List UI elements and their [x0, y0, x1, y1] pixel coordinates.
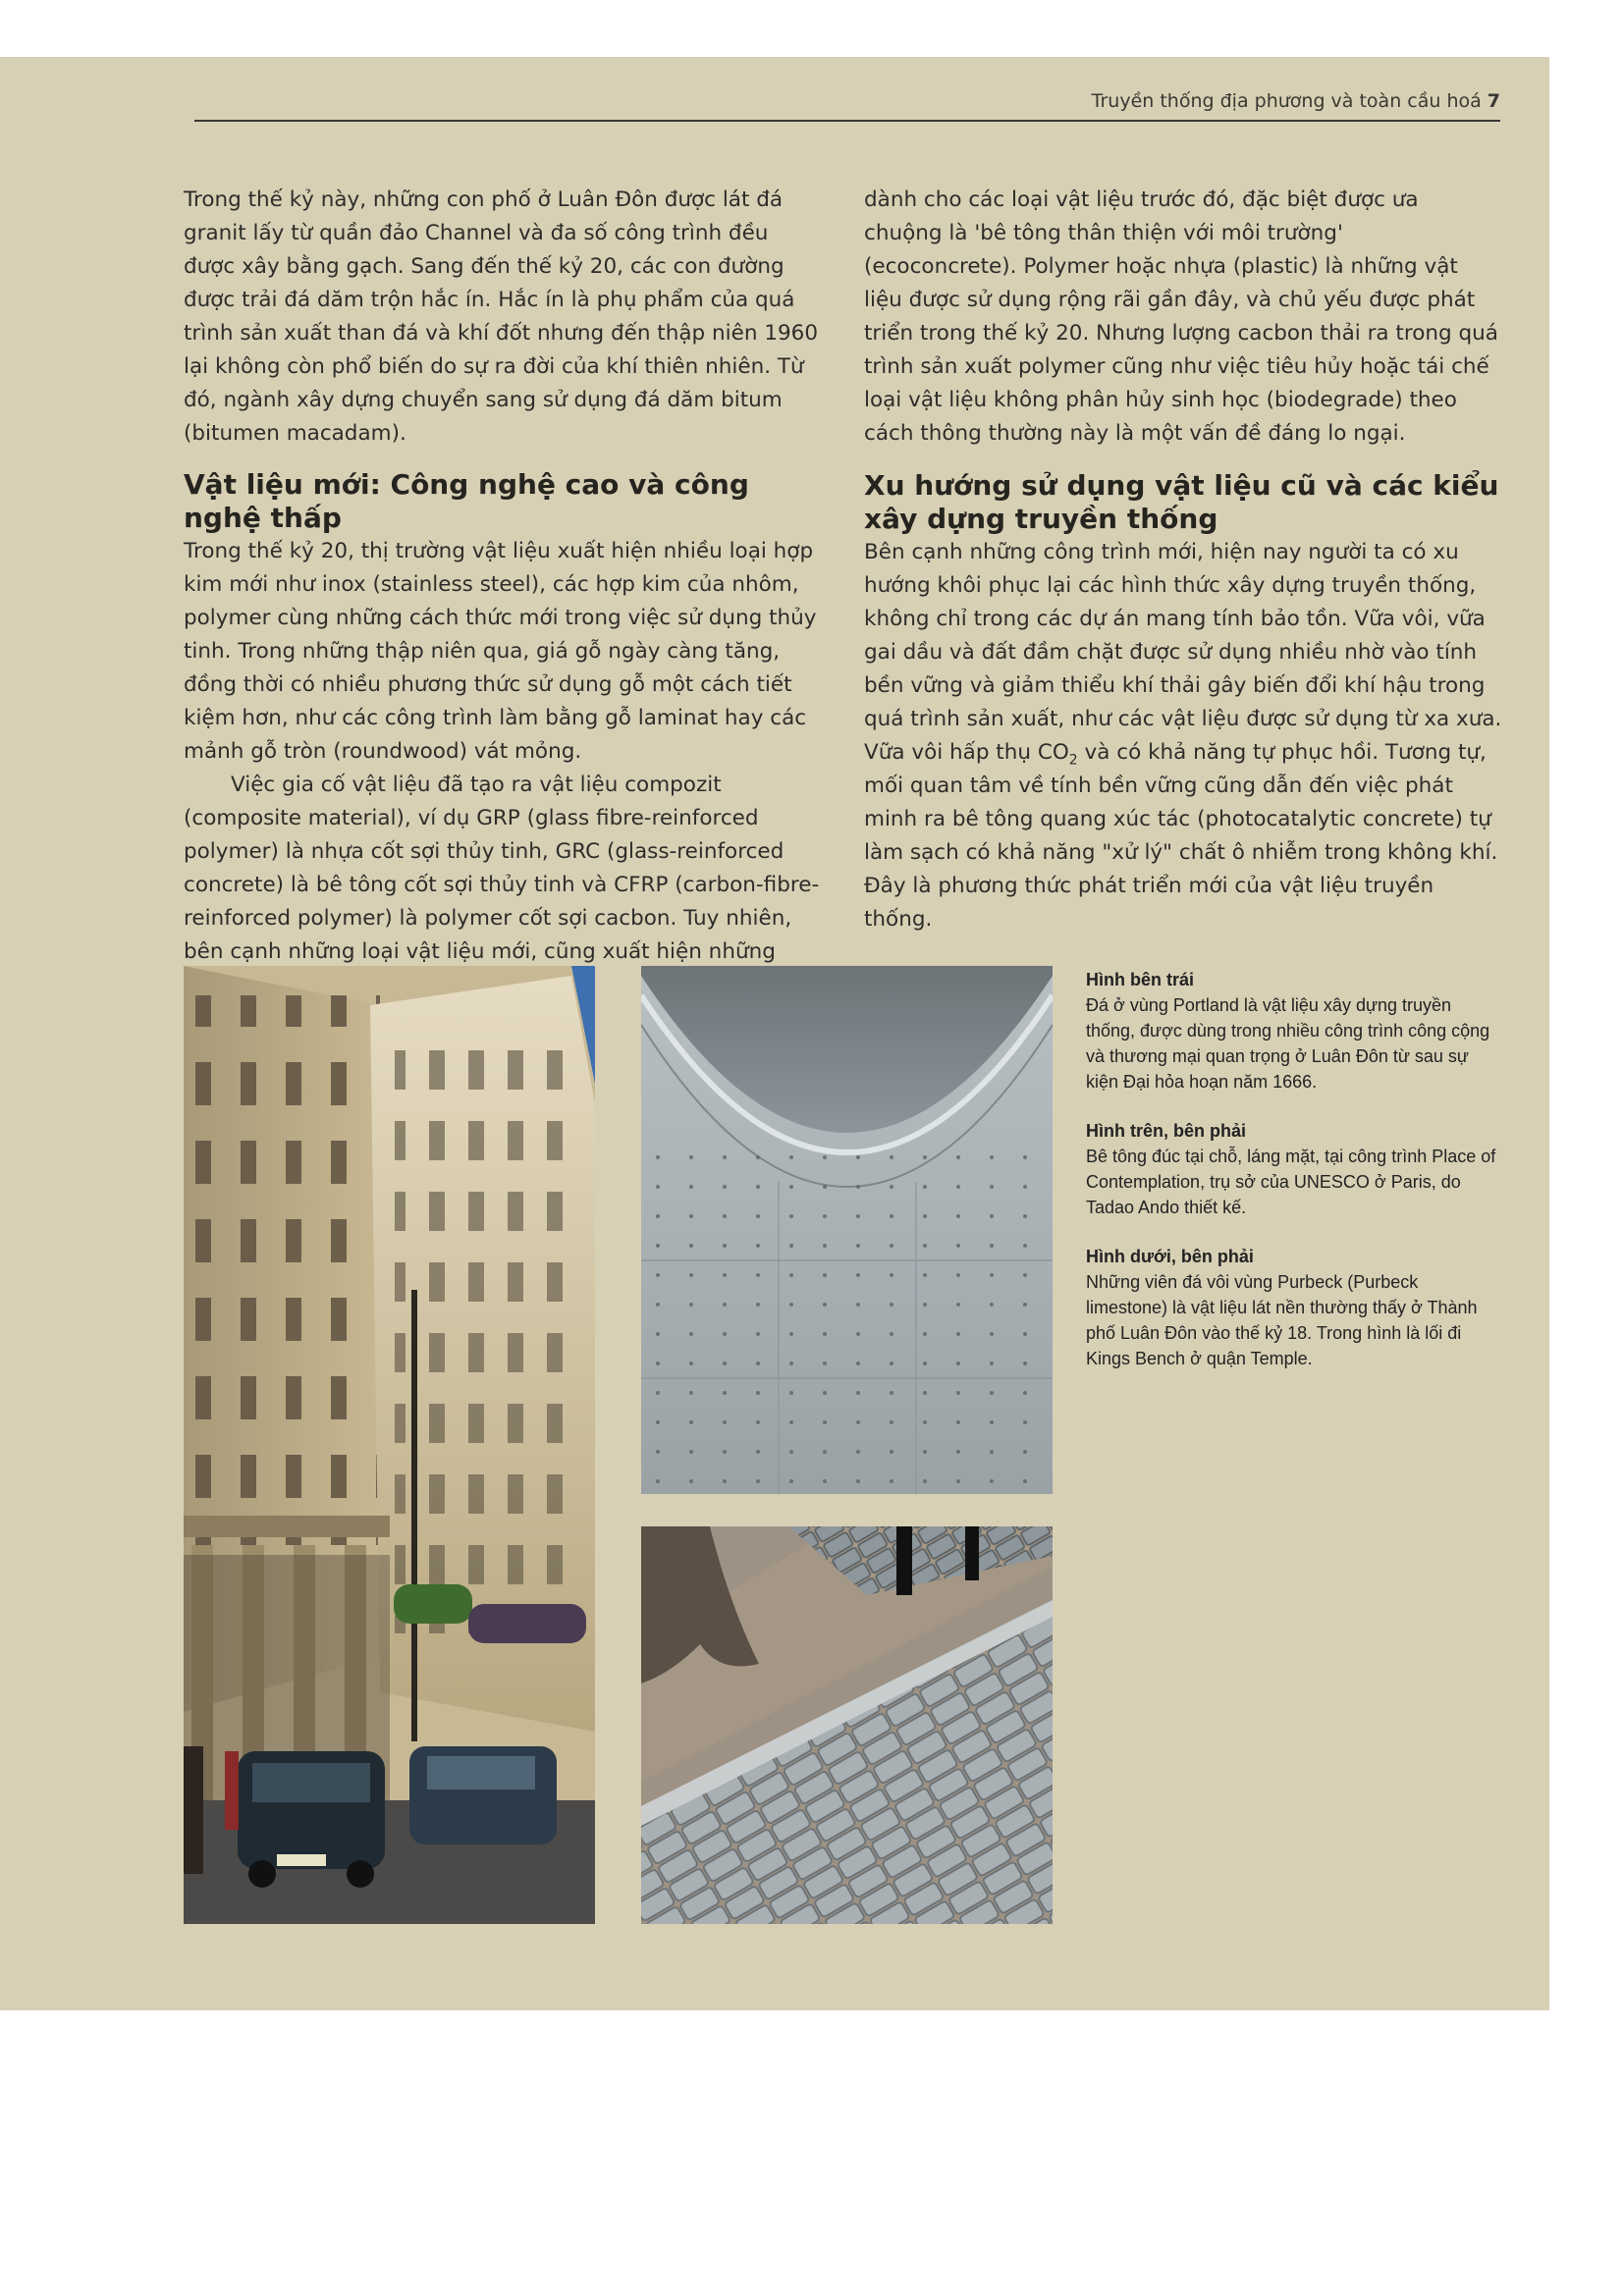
caption-text: Những viên đá vôi vùng Purbeck (Purbeck limestone) là vật liệu lát nền thường thấy ở Thành phố Luân Đôn vào thế kỷ 18. Trong hình là lối đi Kings Bench ở quận Temple.: [1086, 1272, 1478, 1368]
section-heading-traditional: Xu hướng sử dụng vật liệu cũ và các kiểu xây dựng truyền thống: [864, 469, 1499, 535]
paragraph-continuation: dành cho các loại vật liệu trước đó, đặc biệt được ưa chuộng là 'bê tông thân thiện với môi trường' (ecoconcrete). Polymer hoặc nhựa (plastic) là những vật liệu được sử dụng rộng rãi gần đây, và chủ yếu được phát triển trong thế kỷ 20. Nhưng lượng cacbon thải ra trong quá trình sản xuất polymer cũng như việc tiêu hủy hoặc tái chế loại vật liệu không phân hủy sinh học (biodegrade) theo cách thông thường này là một vấn đề đáng lo ngại.: [864, 187, 1498, 446]
photo-purbeck-paving: [641, 1526, 1053, 1924]
left-column: [184, 184, 822, 1002]
running-title: Truyền thống địa phương và toàn cầu hoá: [1091, 90, 1482, 112]
caption-top-right-figure: [1086, 1118, 1498, 1220]
paragraph-traditional-part-b: và có khả năng tự phục hồi. Tương tự, mối quan tâm về tính bền vững cũng dẫn đến việc phát minh ra bê tông quang xúc tác (photocatalytic concrete) tự làm sạch có khả năng "xử lý" chất ô nhiễm trong không khí. Đây là phương thức phát triển mới của vật liệu truyền thống.: [864, 740, 1498, 932]
caption-title: Hình trên, bên phải: [1086, 1121, 1247, 1141]
co2-subscript: 2: [1068, 752, 1078, 769]
caption-text: Bê tông đúc tại chỗ, láng mặt, tại công trình Place of Contemplation, trụ sở của UNESCO ở Paris, do Tadao Ando thiết kế.: [1086, 1147, 1496, 1217]
caption-title: Hình bên trái: [1086, 970, 1195, 989]
paragraph-new-alloys: Trong thế kỷ 20, thị trường vật liệu xuất hiện nhiều loại hợp kim mới như inox (stainless steel), các hợp kim của nhôm, polymer cùng những cách thức mới trong việc sử dụng thủy tinh. Trong những thập niên qua, giá gỗ ngày càng tăng, đồng thời có nhiều phương thức sử dụng gỗ một cách tiết kiệm hơn, như các công trình làm bằng gỗ laminat hay các mảnh gỗ tròn (roundwood) vát mỏng.: [184, 539, 817, 764]
paragraph-composites: Việc gia cố vật liệu đã tạo ra vật liệu compozit (composite material), ví dụ GRP (glass fibre-reinforced polymer) là nhựa cốt sợi thủy tinh, GRC (glass-reinforced concrete) là bê tông cốt sợi thủy tinh và CFRP (carbon-fibre-reinforced polymer) là polymer cốt sợi cacbon. Tuy nhiên, bên cạnh những loại vật liệu mới, cũng xuất hiện những: [184, 773, 820, 964]
section-heading-new-materials: Vật liệu mới: Công nghệ cao và công nghệ thấp: [184, 468, 749, 534]
photo-portland-stone-street: [184, 966, 595, 1924]
caption-bottom-right-figure: [1086, 1244, 1498, 1371]
running-header: [194, 90, 1500, 122]
caption-text: Đá ở vùng Portland là vật liệu xây dựng truyền thống, được dùng trong nhiều công trình công cộng và thương mại quan trọng ở Luân Đôn từ sau sự kiện Đại hỏa hoạn năm 1666.: [1086, 995, 1490, 1092]
intro-paragraph: Trong thế kỷ này, những con phố ở Luân Đôn được lát đá granit lấy từ quần đảo Channel và đa số công trình đều được xây bằng gạch. Sang đến thế kỷ 20, các con đường được trải đá dăm trộn hắc ín. Hắc ín là phụ phẩm của quá trình sản xuất than đá và khí đốt nhưng đến thập niên 1960 lại không còn phổ biến do sự ra đời của khí thiên nhiên. Từ đó, ngành xây dựng chuyển sang sử dụng đá dăm bitum (bitumen macadam).: [184, 187, 819, 446]
figure-captions: [1086, 967, 1498, 1395]
caption-title: Hình dưới, bên phải: [1086, 1247, 1254, 1266]
paragraph-traditional: [864, 536, 1502, 936]
page-number: 7: [1487, 90, 1500, 112]
right-column: [864, 184, 1502, 936]
paragraph-traditional-part-a: Bên cạnh những công trình mới, hiện nay người ta có xu hướng khôi phục lại các hình thức xây dựng truyền thống, không chỉ trong các dự án mang tính bảo tồn. Vữa vôi, vữa gai dầu và đất đầm chặt được sử dụng nhiều nhờ vào tính bền vững và giảm thiểu khí thải gây biến đổi khí hậu trong quá trình sản xuất, như các vật liệu được sử dụng từ xa xưa. Vữa vôi hấp thụ CO: [864, 540, 1502, 765]
caption-left-figure: [1086, 967, 1498, 1095]
photo-unesco-concrete: [641, 966, 1053, 1494]
